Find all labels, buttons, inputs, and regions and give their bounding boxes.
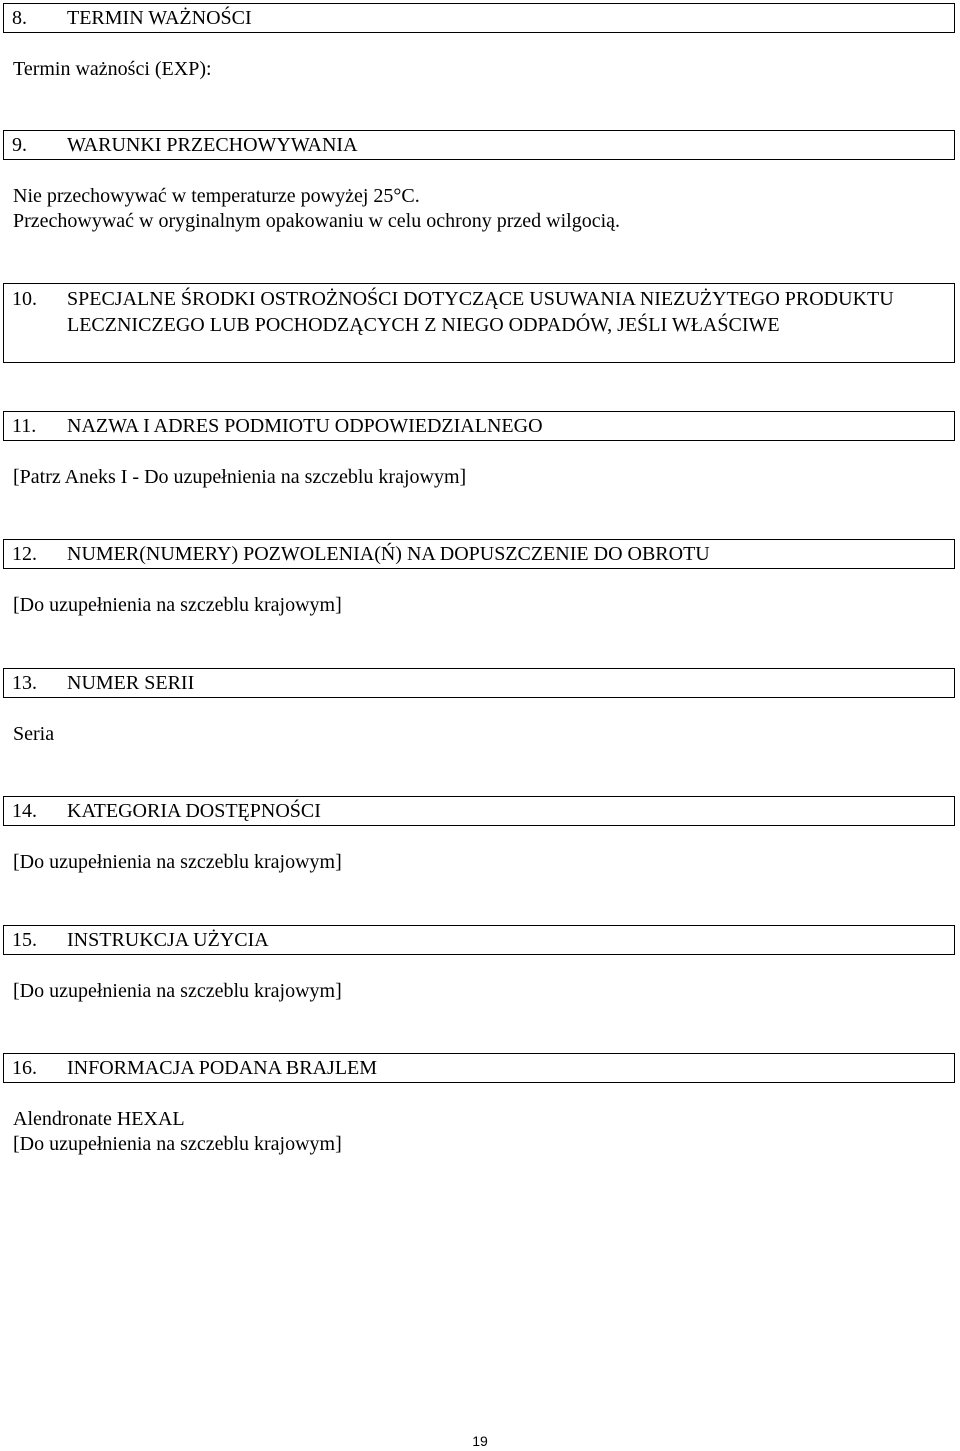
section-number: 8. (12, 7, 27, 29)
section-number: 13. (12, 672, 37, 694)
section-number: 11. (12, 415, 37, 437)
section-title: NUMER SERII (67, 672, 195, 694)
section-10-heading (3, 283, 955, 363)
section-title: NAZWA I ADRES PODMIOTU ODPOWIEDZIALNEGO (67, 415, 543, 437)
section-16-heading (3, 1053, 955, 1083)
section-title: WARUNKI PRZECHOWYWANIA (67, 134, 358, 156)
section-9-text-line: Przechowywać w oryginalnym opakowaniu w celu ochrony przed wilgocią. (13, 210, 621, 232)
section-title: KATEGORIA DOSTĘPNOŚCI (67, 800, 321, 822)
page-number: 19 (472, 1433, 488, 1449)
section-12-heading (3, 539, 955, 569)
section-number: 10. (12, 288, 37, 310)
section-8-heading (3, 3, 955, 33)
section-number: 12. (12, 543, 37, 565)
section-8-text-line: Termin ważności (EXP): (13, 58, 212, 80)
section-number: 9. (12, 134, 27, 156)
section-title: TERMIN WAŻNOŚCI (67, 7, 252, 29)
section-title: SPECJALNE ŚRODKI OSTROŻNOŚCI DOTYCZĄCE USUWANIA NIEZUŻYTEGO PRODUKTU LECZNICZEGO LUB POCHODZĄCYCH Z NIEGO ODPADÓW, JEŚLI WŁAŚCIWE (67, 288, 894, 336)
section-14-text-line: [Do uzupełnienia na szczeblu krajowym] (13, 851, 342, 873)
section-16-text-line: Alendronate HEXAL (13, 1108, 185, 1130)
section-9-text-line: Nie przechowywać w temperaturze powyżej 25°C. (13, 185, 420, 207)
section-11-text-line: [Patrz Aneks I - Do uzupełnienia na szczeblu krajowym] (13, 466, 467, 488)
section-9-heading (3, 130, 955, 160)
section-15-text-line: [Do uzupełnienia na szczeblu krajowym] (13, 980, 342, 1002)
section-14-heading (3, 796, 955, 826)
section-13-heading (3, 668, 955, 698)
section-number: 14. (12, 800, 37, 822)
section-number: 16. (12, 1057, 37, 1079)
section-title: INSTRUKCJA UŻYCIA (67, 929, 269, 951)
section-number: 15. (12, 929, 37, 951)
section-title: INFORMACJA PODANA BRAJLEM (67, 1057, 378, 1079)
section-11-heading (3, 411, 955, 441)
section-16-text-line: [Do uzupełnienia na szczeblu krajowym] (13, 1133, 342, 1155)
section-title: NUMER(NUMERY) POZWOLENIA(Ń) NA DOPUSZCZENIE DO OBROTU (67, 543, 710, 565)
section-15-heading (3, 925, 955, 955)
section-12-text-line: [Do uzupełnienia na szczeblu krajowym] (13, 594, 342, 616)
section-13-text-line: Seria (13, 723, 55, 745)
